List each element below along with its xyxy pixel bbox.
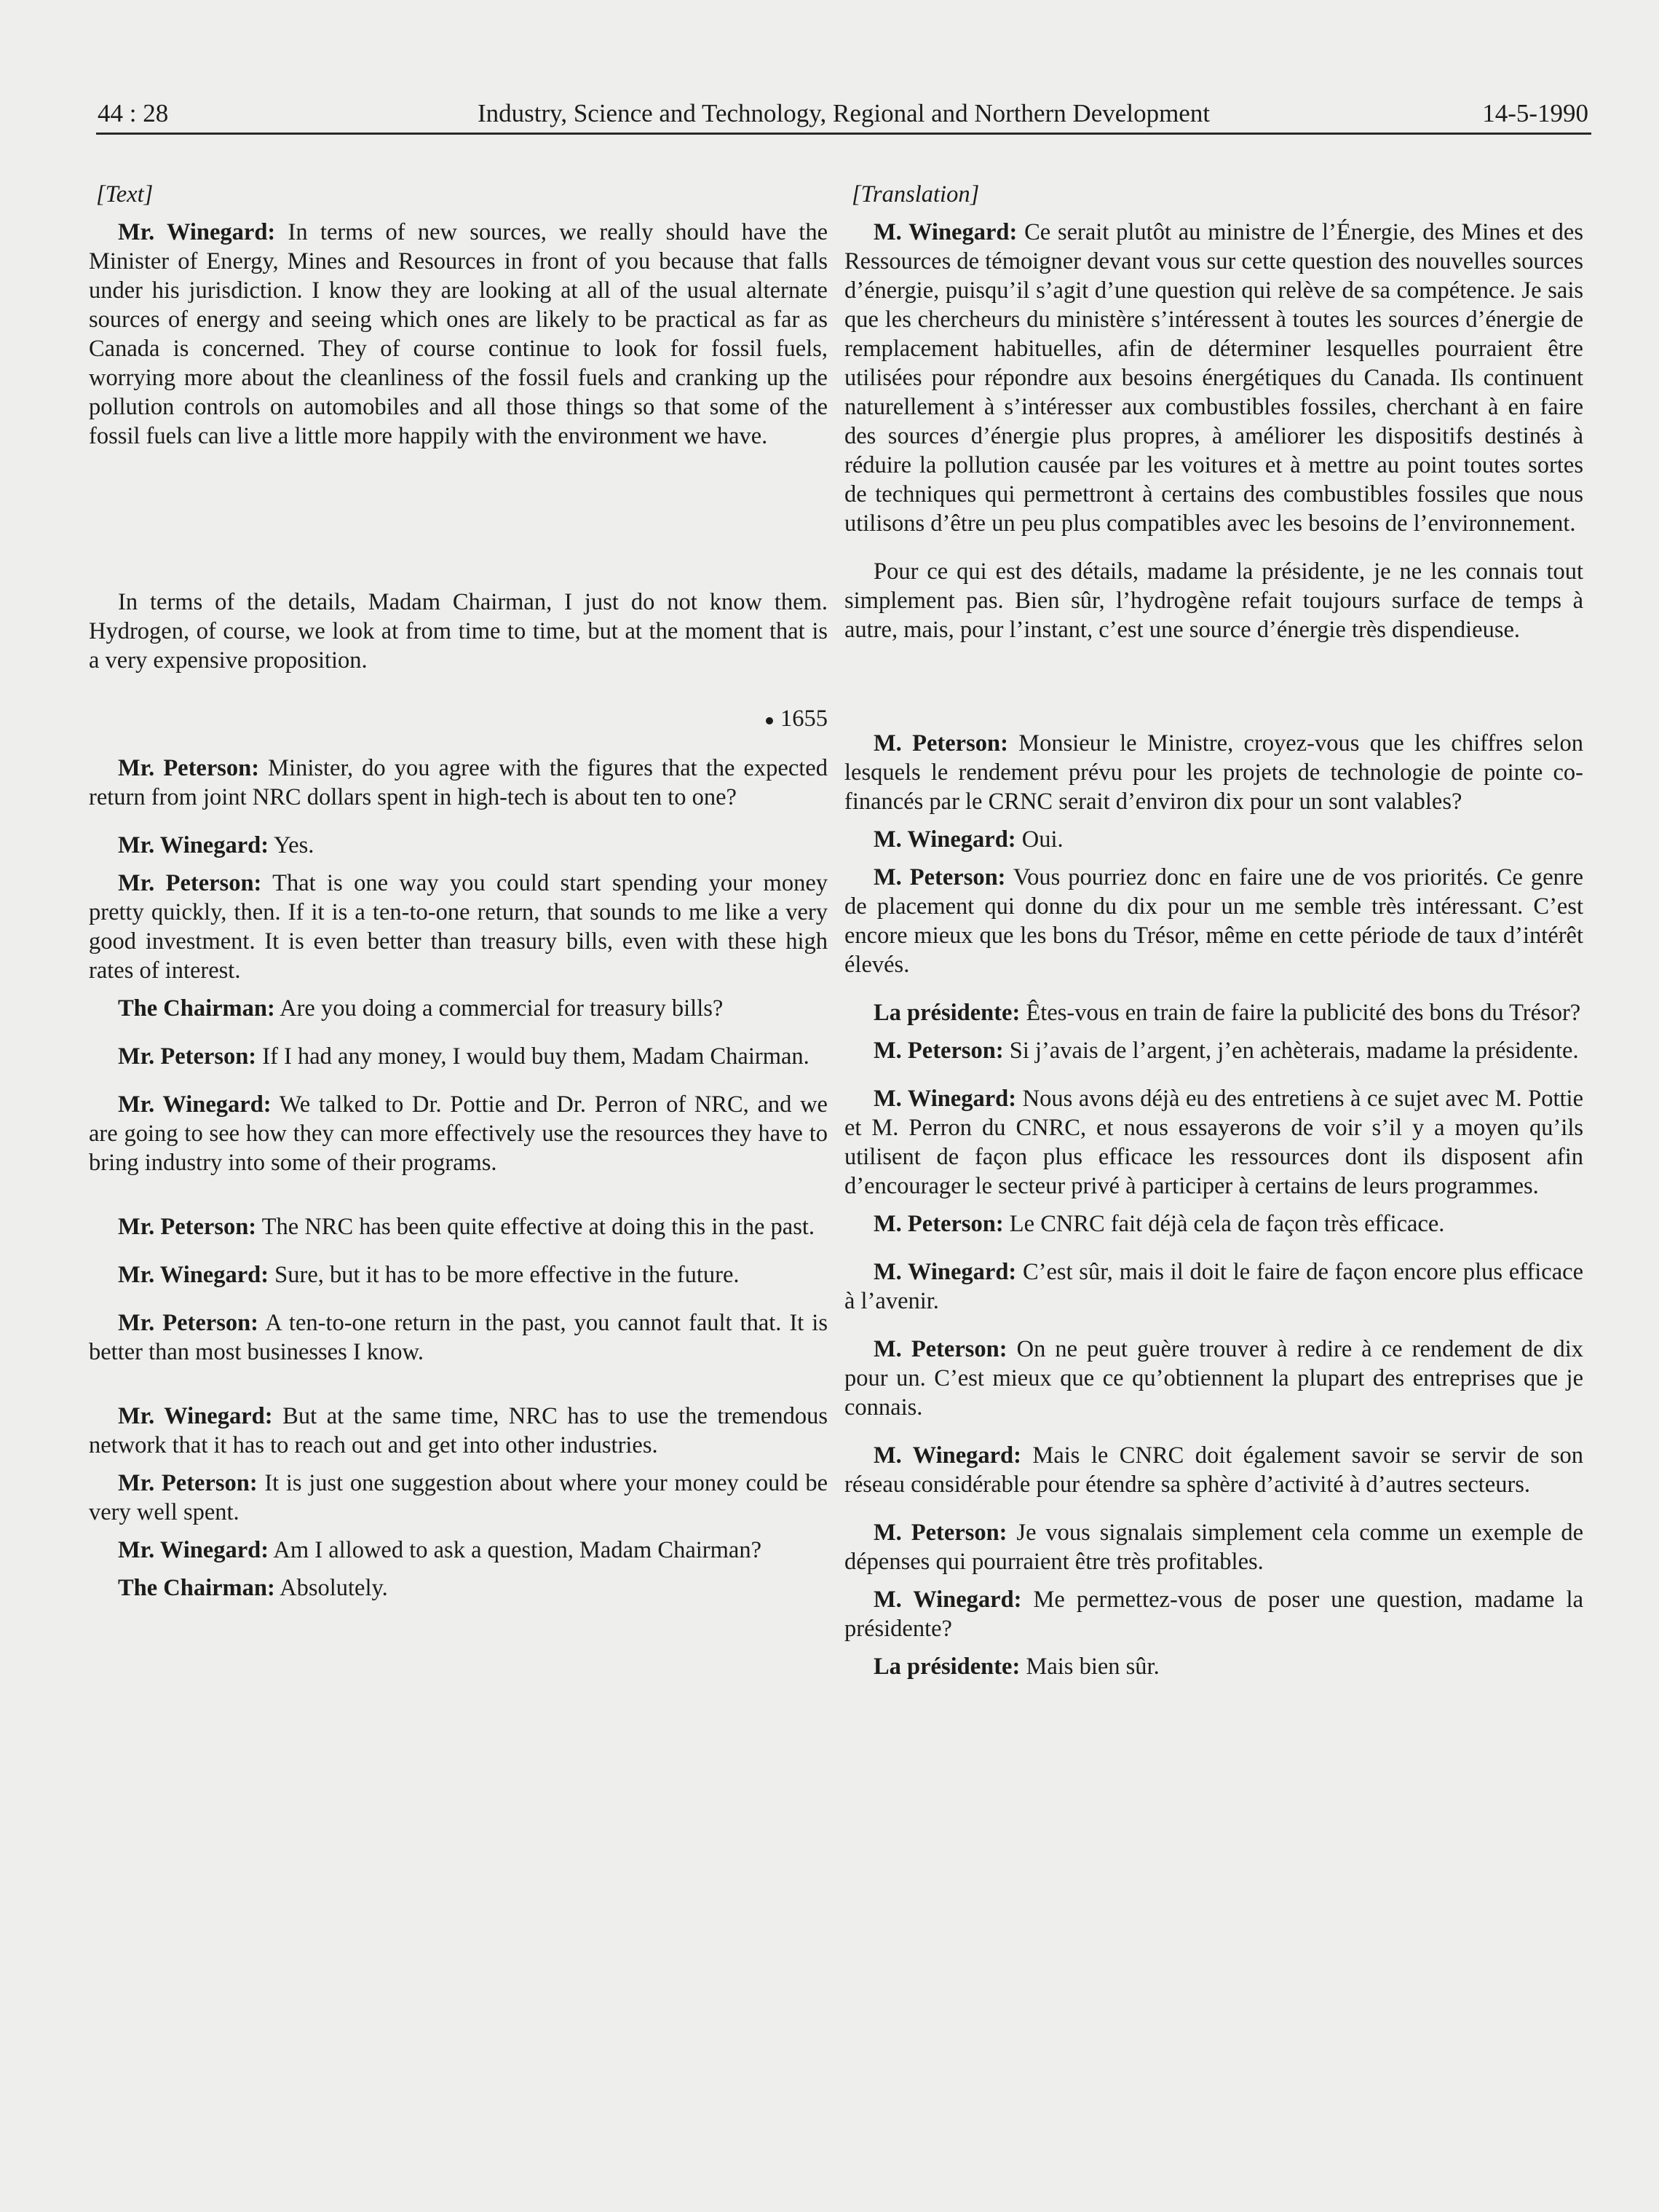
paragraph xyxy=(844,1257,1583,1316)
speaker: Mr. Peterson: xyxy=(118,1470,258,1496)
speech: Am I allowed to ask a question, Madam Chairman? xyxy=(273,1537,761,1563)
paragraph xyxy=(89,831,828,860)
speaker: M. Peterson: xyxy=(874,1211,1004,1237)
paragraph xyxy=(844,998,1583,1027)
paragraph xyxy=(89,588,828,675)
speaker: M. Winegard: xyxy=(874,826,1016,853)
speech: If I had any money, I would buy them, Madam Chairman. xyxy=(262,1043,809,1070)
speaker: La présidente: xyxy=(874,1654,1021,1680)
speech: Sure, but it has to be more effective in the future. xyxy=(274,1262,740,1288)
page-number: 44 : 28 xyxy=(98,99,169,127)
speaker: Mr. Winegard: xyxy=(118,219,276,245)
speaker: M. Peterson: xyxy=(874,730,1008,757)
speaker: Mr. Winegard: xyxy=(118,1262,269,1288)
header-title: Industry, Science and Technology, Regional and Northern Development xyxy=(477,99,1211,127)
speaker: M. Winegard: xyxy=(874,1259,1017,1285)
speech: Je vous signalais simplement cela comme un exemple de dépenses qui pourraient être très profitables. xyxy=(844,1520,1583,1575)
speaker: M. Peterson: xyxy=(874,1336,1007,1362)
paragraph xyxy=(89,1536,828,1565)
paragraph xyxy=(844,863,1583,979)
speaker: Mr. Peterson: xyxy=(118,1310,258,1336)
speech: Si j’avais de l’argent, j’en achèterais, madame la présidente. xyxy=(1009,1038,1579,1064)
paragraph xyxy=(89,754,828,812)
paragraph xyxy=(844,825,1583,854)
speech: Mais bien sûr. xyxy=(1026,1654,1160,1680)
paragraph xyxy=(844,1209,1583,1239)
speech: Le CNRC fait déjà cela de façon très efficace. xyxy=(1009,1211,1445,1237)
speech: Mais le CNRC doit également savoir se servir de son réseau considérable pour étendre sa sphère d’activité à d’autres secteurs. xyxy=(844,1442,1584,1498)
speaker: M. Winegard: xyxy=(874,219,1018,245)
paragraph xyxy=(89,1308,828,1367)
speech: But at the same time, NRC has to use the tremendous network that it has to reach out and get into other industries. xyxy=(89,1403,828,1458)
english-column xyxy=(89,171,828,1603)
speech: C’est sûr, mais il doit le faire de façon encore plus efficace à l’avenir. xyxy=(844,1259,1583,1314)
speech: A ten-to-one return in the past, you cannot fault that. It is better than most businesses I know. xyxy=(89,1310,828,1365)
paragraph xyxy=(89,1212,828,1241)
speech: Êtes-vous en train de faire la publicité des bons du Trésor? xyxy=(1026,1000,1581,1026)
speaker: M. Peterson: xyxy=(874,1520,1007,1546)
french-column xyxy=(844,171,1583,1681)
timestamp xyxy=(89,704,828,733)
speaker: M. Winegard: xyxy=(874,1587,1022,1613)
speaker: Mr. Peterson: xyxy=(118,1043,257,1070)
paragraph xyxy=(89,1260,828,1289)
speech: Vous pourriez donc en faire une de vos priorités. Ce genre de placement qui donne du dix pour un me semble très intéressant. C’est encore mieux que les bons du Trésor, même en cette période de taux d’intérêt élevés. xyxy=(844,864,1583,978)
paragraph xyxy=(844,1335,1583,1422)
timestamp-value: 1655 xyxy=(780,706,828,732)
paragraph xyxy=(89,994,828,1023)
paragraph xyxy=(844,1652,1583,1681)
speaker: Mr. Peterson: xyxy=(118,1214,257,1240)
speech: Pour ce qui est des détails, madame la présidente, je ne les connais tout simplement pas. Bien sûr, l’hydrogène refait toujours surface de temps à autre, mais, pour l’instant, c’est une source d’énergie très dispendieuse. xyxy=(844,558,1583,643)
paragraph xyxy=(89,1573,828,1603)
paragraph xyxy=(844,1036,1583,1065)
speech: Ce serait plutôt au ministre de l’Énergie, des Mines et des Ressources de témoigner devant vous sur cette question des nouvelles sources d’énergie, puisqu’il s’agit d’une question qui relève de sa compétence. Je sais que les chercheurs du ministère s’intéressent à toutes les sources d’énergie de remplacement habituelles, afin de déterminer lesquelles pourraient être utilisées pour répondre aux besoins énergétiques du Canada. Ils continuent naturellement à s’intéresser aux combustibles fossiles, cherchant à en faire des sources d’énergie plus propres, à améliorer les dispositifs destinés à réduire la pollution causée par les voitures et à mettre au point toutes sortes de techniques qui permettront à certains des combustibles fossiles que nous utilisons d’être un peu plus compatibles avec les besoins de l’environnement. xyxy=(844,219,1584,537)
speech: On ne peut guère trouver à redire à ce rendement de dix pour un. C’est mieux que ce qu’obtiennent la plupart des entreprises que je connais. xyxy=(844,1336,1584,1421)
speech: That is one way you could start spending your money pretty quickly, then. If it is a ten-to-one return, that sounds to me like a very good investment. It is even better than treasury bills, even with these high rates of interest. xyxy=(89,870,828,984)
paragraph xyxy=(844,1518,1583,1576)
paragraph xyxy=(844,218,1583,538)
paragraph xyxy=(844,729,1583,816)
bullet-icon xyxy=(766,717,773,724)
speaker: M. Peterson: xyxy=(874,1038,1004,1064)
speaker: The Chairman: xyxy=(118,995,275,1022)
page-header xyxy=(96,96,1591,135)
speaker: M. Peterson: xyxy=(874,864,1006,890)
paragraph xyxy=(844,1084,1583,1201)
paragraph xyxy=(844,1585,1583,1643)
paragraph xyxy=(89,1042,828,1071)
header-date: 14-5-1990 xyxy=(1482,99,1588,127)
speech: Me permettez-vous de poser une question, madame la présidente? xyxy=(844,1587,1584,1642)
speech: Minister, do you agree with the figures that the expected return from joint NRC dollars spent in high-tech is about ten to one? xyxy=(89,755,828,810)
speech: Nous avons déjà eu des entretiens à ce sujet avec M. Pottie et M. Perron du CNRC, et nous essayerons de voir s’il y a moyen qu’ils utilisent de façon plus efficace les ressources dont ils disposent afin d’encourager le secteur privé à participer à certains de leurs programmes. xyxy=(844,1086,1584,1199)
speech: In terms of new sources, we really should have the Minister of Energy, Mines and Resources in front of you because that falls under his jurisdiction. I know they are looking at all of the usual alternate sources of energy and seeing which ones are likely to be practical as far as Canada is concerned. They of course continue to look for fossil fuels, worrying more about the cleanliness of the fossil fuels and cranking up the pollution controls on automobiles and all those things so that some of the fossil fuels can live a little more happily with the environment we have. xyxy=(89,219,828,449)
text-tag: [Text] xyxy=(96,181,154,208)
speech: In terms of the details, Madam Chairman, I just do not know them. Hydrogen, of course, we look at from time to time, but at the moment that is a very expensive proposition. xyxy=(89,589,828,674)
speaker: Mr. Winegard: xyxy=(118,832,269,858)
paragraph xyxy=(89,869,828,985)
speech: Monsieur le Ministre, croyez-vous que les chiffres selon lesquels le rendement prévu pour les projets de technologie de pointe co-financés par le CRNC serait d’environ dix pour un sont valables? xyxy=(844,730,1584,815)
speaker: Mr. Winegard: xyxy=(118,1537,269,1563)
speaker: M. Winegard: xyxy=(874,1442,1021,1469)
speaker: Mr. Winegard: xyxy=(118,1403,273,1429)
speaker: Mr. Peterson: xyxy=(118,755,260,781)
speech: Are you doing a commercial for treasury bills? xyxy=(280,995,724,1022)
speaker: La présidente: xyxy=(874,1000,1021,1026)
paragraph xyxy=(89,1469,828,1527)
speech: Absolutely. xyxy=(280,1575,388,1601)
paragraph xyxy=(844,1441,1583,1499)
translation-tag: [Translation] xyxy=(852,181,980,208)
paragraph xyxy=(844,557,1583,644)
speech: Oui. xyxy=(1021,826,1064,853)
speech: We talked to Dr. Pottie and Dr. Perron of NRC, and we are going to see how they can more effectively use the resources they have to bring industry into some of their programs. xyxy=(89,1091,828,1176)
paragraph xyxy=(89,1090,828,1177)
speech: The NRC has been quite effective at doing this in the past. xyxy=(261,1214,815,1240)
paragraph xyxy=(89,218,828,451)
speech: Yes. xyxy=(273,832,314,858)
speaker: Mr. Peterson: xyxy=(118,870,262,896)
speaker: M. Winegard: xyxy=(874,1086,1017,1112)
speech: It is just one suggestion about where your money could be very well spent. xyxy=(89,1470,828,1525)
paragraph xyxy=(89,1402,828,1460)
speaker: The Chairman: xyxy=(118,1575,275,1601)
speaker: Mr. Winegard: xyxy=(118,1091,272,1118)
